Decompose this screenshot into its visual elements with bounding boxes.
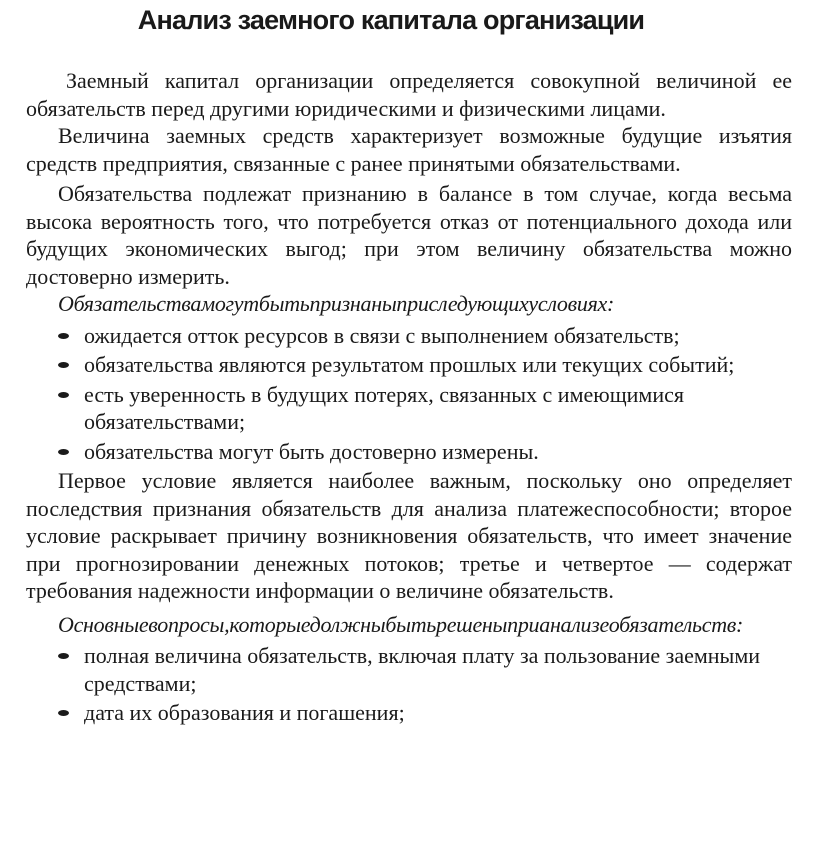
paragraph-conditions-explanation: Первое условие является наиболее важным, поскольку оно определяет последствия признания обязательств для анализа платежеспособности; второе условие раскрывает причину возникновения обязательств, что имеет значение при прогнозировании денежных потоков; третье и четвертое — содержат требования надежности информации о величине обязательств.	[26, 468, 792, 603]
paragraph-borrowed-funds-value: Величина заемных средств характеризует возможные будущие изъятия средств предприятия, связанные с ранее принятыми обязательствами.	[26, 123, 792, 176]
bullet-icon	[58, 710, 69, 716]
list-item-text: ожидается отток ресурсов в связи с выполнением обязательств;	[84, 322, 680, 348]
page-title: Анализ заемного капитала организации	[137, 5, 645, 35]
list-item	[26, 381, 792, 436]
conditions-list	[26, 322, 792, 466]
list-item	[26, 351, 792, 379]
paragraph-borrowed-capital-definition: Заемный капитал организации определяется совокупной величиной ее обязательств перед другими юридическими и физическими лицами.	[26, 68, 792, 121]
list-item	[26, 438, 792, 466]
bullet-icon	[58, 653, 69, 659]
bullet-icon	[58, 333, 69, 339]
document-page	[26, 0, 792, 729]
paragraph-recognition-in-balance: Обязательства подлежат признанию в балансе в том случае, когда весьма высока вероятность того, что потребуется отказ от потенциального дохода или будущих экономических выгод; при этом величину обязательства можно достоверно измерить.	[26, 181, 792, 289]
bullet-icon	[58, 392, 69, 398]
list-item-text: дата их образования и погашения;	[84, 700, 405, 725]
bullet-icon	[58, 362, 69, 368]
questions-list	[26, 642, 792, 727]
list-item-text: обязательства являются результатом прошлых или текущих событий;	[84, 352, 735, 377]
list-item	[26, 642, 792, 697]
conditions-heading: Обязательствамогутбытьпризнаныприследующихусловиях:	[58, 291, 614, 316]
bullet-icon	[58, 449, 69, 455]
list-item-text: есть уверенность в будущих потерях, связанных с имеющимися обязательствами;	[84, 381, 684, 434]
list-item-text: обязательства могут быть достоверно измерены.	[84, 438, 539, 464]
list-item	[26, 699, 792, 727]
list-item	[26, 322, 792, 350]
list-item-text: полная величина обязательств, включая плату за пользование заемными средствами;	[84, 643, 761, 696]
questions-heading: Основныевопросы,которыедолжныбытьрешеныприанализеобязательств:	[58, 611, 744, 637]
document-body	[26, 67, 792, 727]
